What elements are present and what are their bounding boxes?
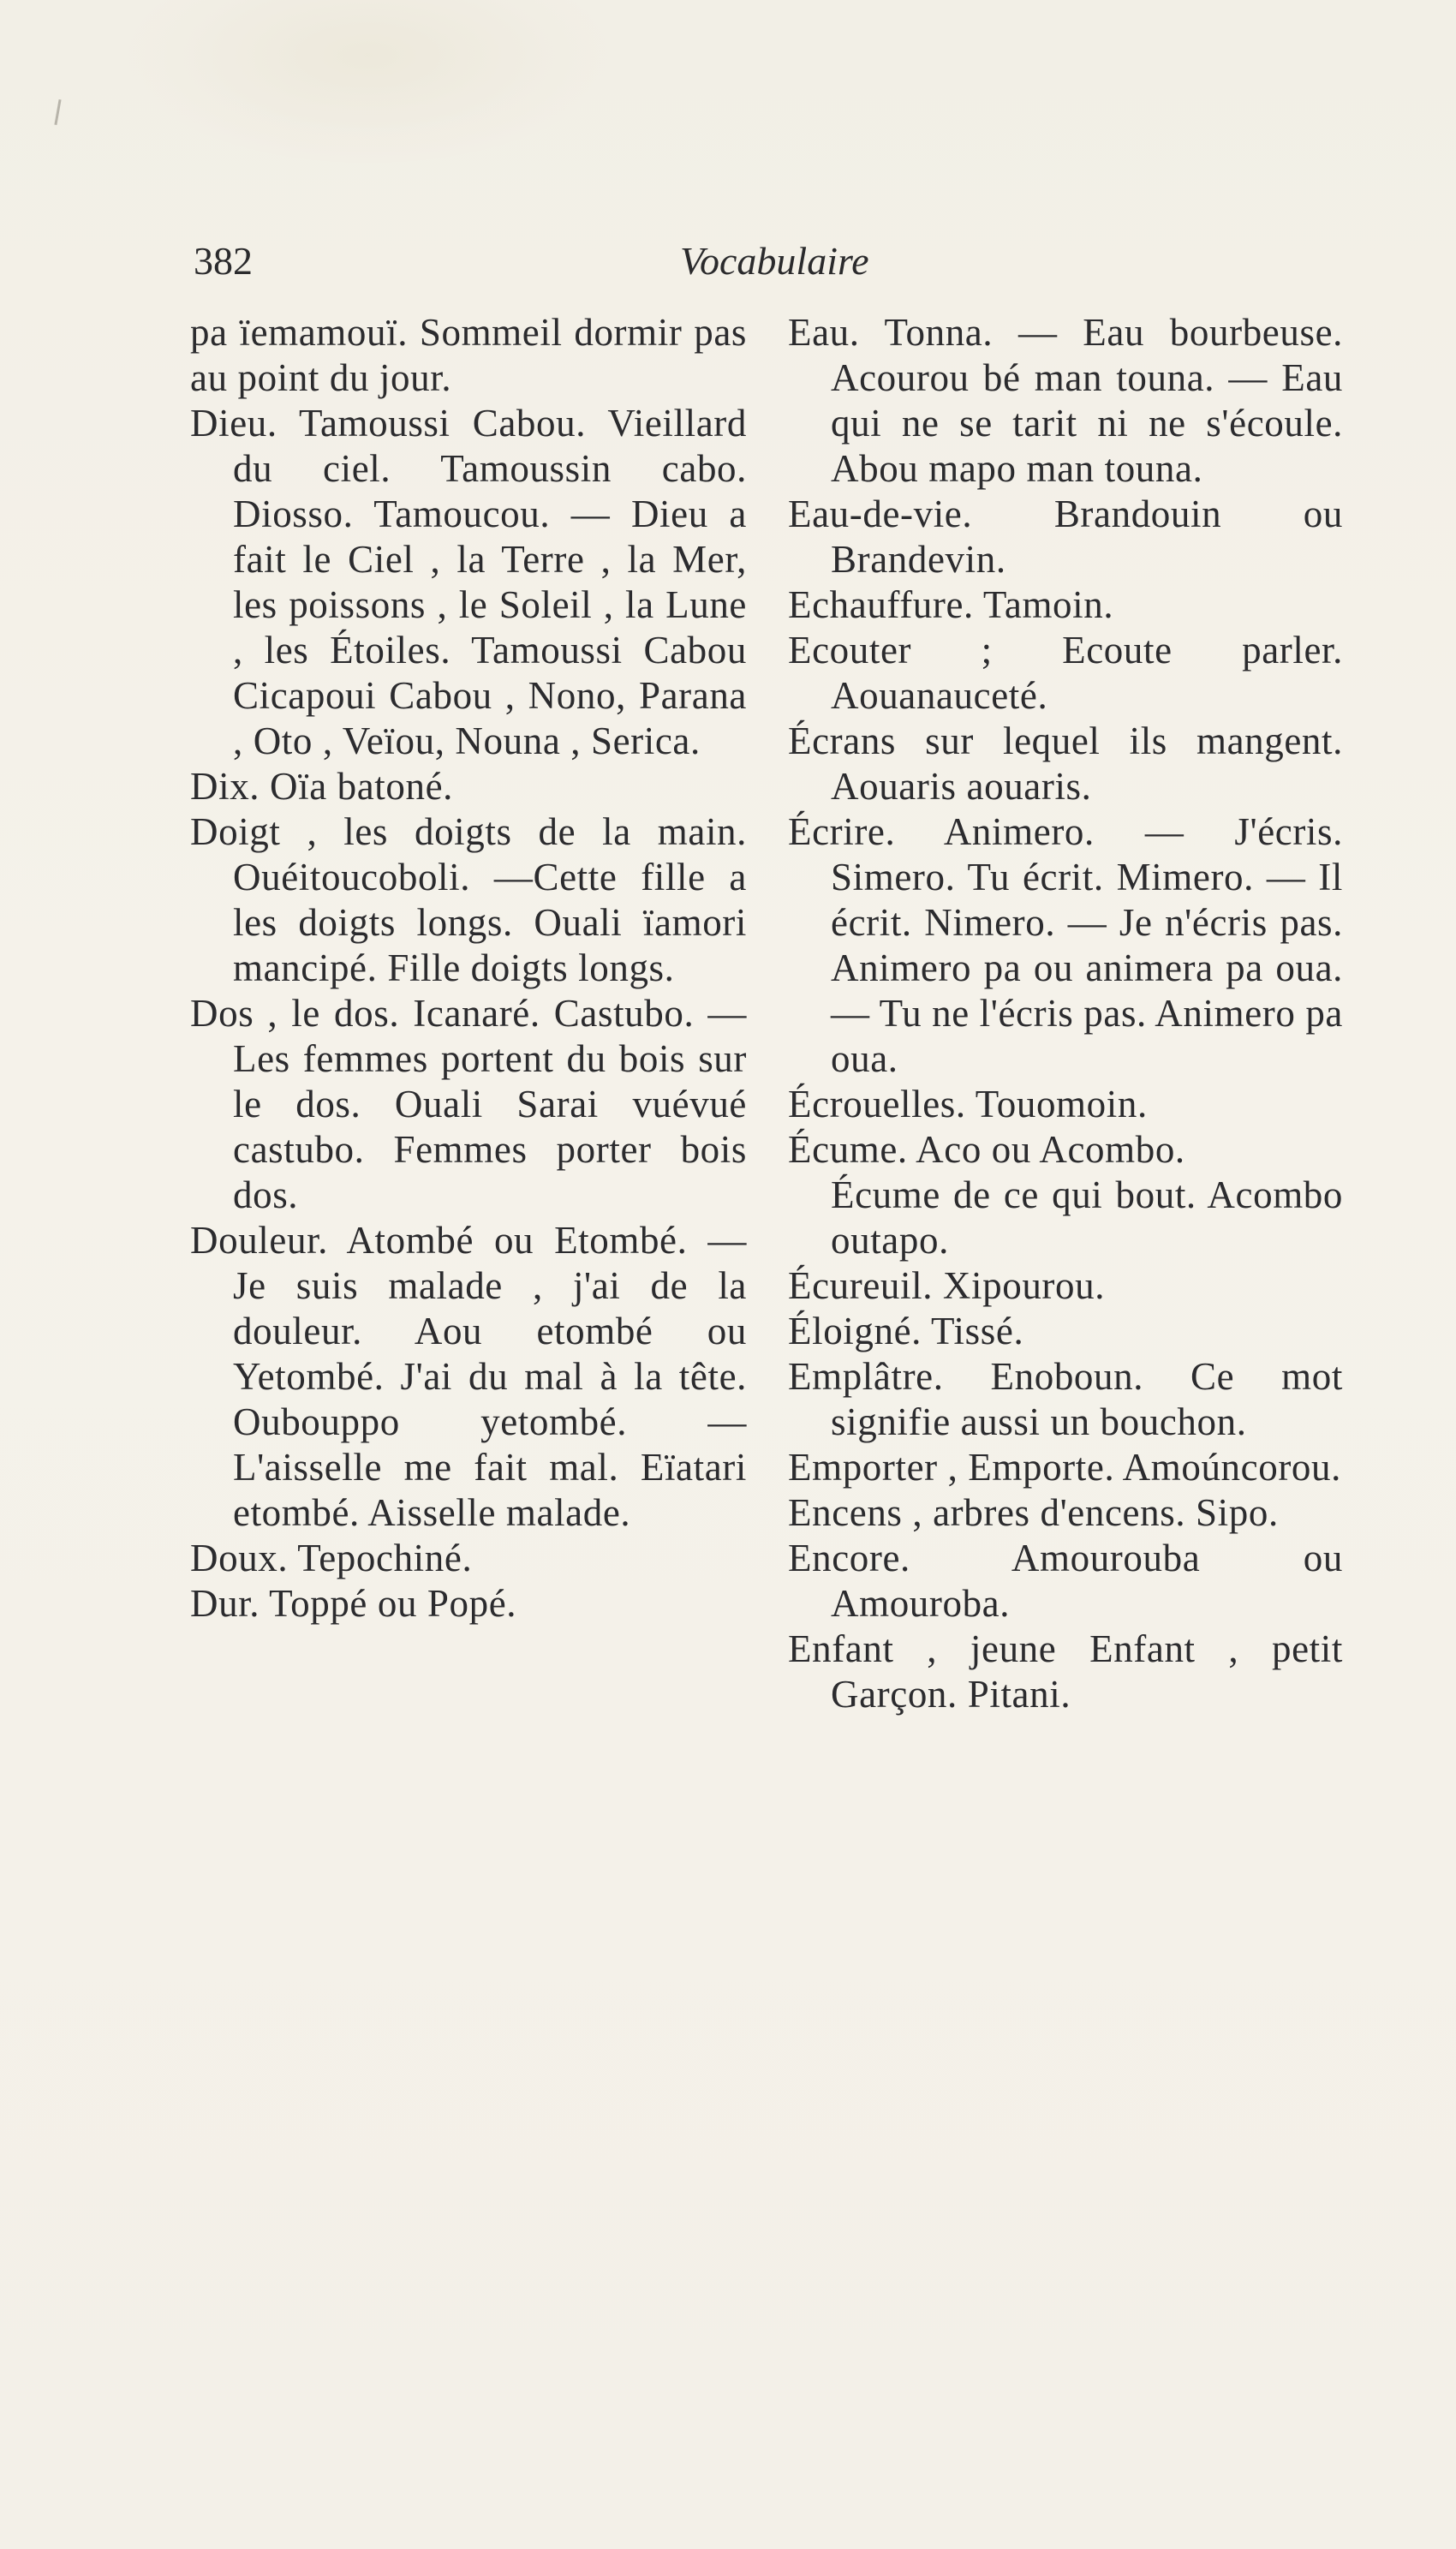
- entry-encens: Encens , arbres d'encens. Sipo.: [788, 1491, 1279, 1534]
- entry-eau: Eau. Tonna. — Eau bourbeuse. Acourou bé man touna. — Eau qui ne se tarit ni ne s'écoule. Abou mapo man touna.: [788, 311, 1343, 490]
- entry-ecouter: Ecouter ; Ecoute parler. Aouanauceté.: [788, 629, 1343, 717]
- entry-encore: Encore. Amourouba ou Amouroba.: [788, 1537, 1343, 1625]
- page-number: 382: [194, 239, 253, 283]
- entry-doigt: Doigt , les doigts de la main. Ouéitoucoboli. —Cette fille a les doigts longs. Ouali ïamori mancipé. Fille doigts longs.: [190, 810, 747, 989]
- entry-ecrire: Écrire. Animero. — J'écris. Simero. Tu écrit. Mimero. — Il écrit. Nimero. — Je n'écris pas. Animero pa ou animera pa oua. — Tu ne l'écris pas. Animero pa oua.: [788, 810, 1343, 1080]
- entry-ecume: Écume. Aco ou Acombo.: [788, 1128, 1185, 1171]
- right-column: [788, 310, 1343, 1717]
- entry-doux: Doux. Tepochiné.: [190, 1537, 473, 1579]
- entry-dur: Dur. Toppé ou Popé.: [190, 1582, 517, 1625]
- paper-stain: [128, 0, 608, 163]
- entry-eloigne: Éloigné. Tissé.: [788, 1310, 1024, 1352]
- left-column: [190, 310, 747, 1627]
- running-title: Vocabulaire: [680, 239, 869, 283]
- entry-ecrans: Écrans sur lequel ils mangent. Aouaris aouaris.: [788, 719, 1343, 808]
- entry-dos: Dos , le dos. Icanaré. Castubo. — Les femmes portent du bois sur le dos. Ouali Sarai vuévué castubo. Femmes porter bois dos.: [190, 992, 747, 1216]
- entry-emporter: Emporter , Emporte. Amoúncorou.: [788, 1446, 1341, 1489]
- entry-emplatre: Emplâtre. Enoboun. Ce mot signifie aussi un bouchon.: [788, 1355, 1343, 1443]
- entry-douleur: Douleur. Atombé ou Etombé. — Je suis malade , j'ai de la douleur. Aou etombé ou Yetombé. J'ai du mal à la tête. Oubouppo yetombé. — L'aisselle me fait mal. Eïatari etombé. Aisselle malade.: [190, 1219, 747, 1534]
- page-header: [194, 238, 1273, 290]
- margin-mark: [54, 99, 61, 125]
- entry-ecume-bout: Écume de ce qui bout. Acombo outapo.: [831, 1173, 1343, 1262]
- entry-dieu: Dieu. Tamoussi Cabou. Vieillard du ciel. Tamoussin cabo. Diosso. Tamoucou. — Dieu a fait le Ciel , la Terre , la Mer, les poissons , le Soleil , la Lune , les Étoiles. Tamoussi Cabou Cicapoui Cabou , Nono, Parana , Oto , Veïou, Nouna , Serica.: [190, 402, 747, 762]
- entry-eau-de-vie: Eau-de-vie. Brandouin ou Brandevin.: [788, 492, 1343, 581]
- entry-dix: Dix. Oïa batoné.: [190, 765, 454, 808]
- entry-ecureuil: Écureuil. Xipourou.: [788, 1264, 1106, 1307]
- entry-echauffure: Echauffure. Tamoin.: [788, 583, 1114, 626]
- entry-enfant: Enfant , jeune Enfant , petit Garçon. Pitani.: [788, 1627, 1343, 1716]
- entry-sommeil-continued: pa ïemamouï. Sommeil dormir pas au point du jour.: [190, 311, 747, 399]
- entry-ecrouelles: Écrouelles. Touomoin.: [788, 1083, 1148, 1125]
